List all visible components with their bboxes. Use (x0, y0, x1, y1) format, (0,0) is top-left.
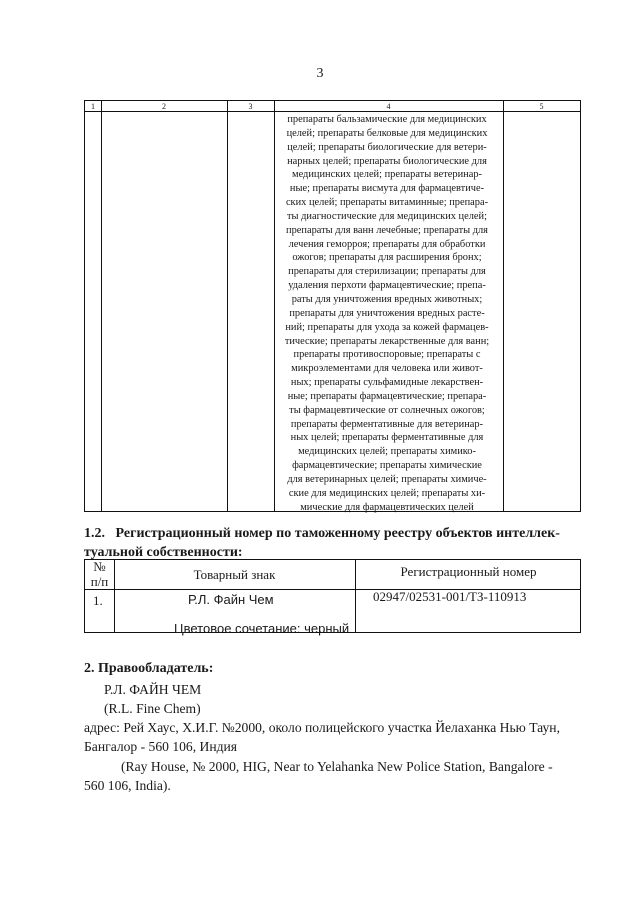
goods-line: лечения геморроя; препараты для обработки (288, 238, 486, 250)
registration-number: 02947/02531-001/ТЗ-110913 (373, 589, 527, 604)
goods-line: микроэлементами для человека или живот- (291, 363, 483, 375)
trademark-name: Р.Л. Файн Чем (188, 592, 274, 607)
goods-line: удаления перхоти фармацевтические; препа- (288, 280, 486, 292)
header-regnum: Регистрационный номер (400, 564, 537, 579)
row-number: 1. (93, 593, 103, 608)
header-num-symbol: № (93, 559, 106, 574)
goods-line: ские для медицинских целей; препараты хи- (288, 487, 486, 499)
section-1-2-heading (84, 524, 581, 562)
column-header-2: 2 (162, 102, 166, 111)
goods-line: ных целей; препараты ферментативные для (290, 432, 484, 444)
color-combination-note: Цветовое сочетание: черный (174, 621, 350, 636)
owner-name-en: (R.L. Fine Chem) (104, 701, 201, 716)
owner-address-ru-line1: адрес: Рей Хаус, Х.И.Г. №2000, около полицейского участка Йелаханка Нью Таун, (84, 720, 560, 735)
header-num-label: п/п (90, 574, 109, 589)
goods-line: тические; препараты лекарственные для ванн; (284, 335, 490, 347)
owner-address-en-line2: 560 106, India). (84, 778, 171, 793)
header-trademark: Товарный знак (193, 567, 276, 582)
section-number: 1.2. (84, 526, 105, 541)
goods-list-text (277, 113, 497, 514)
goods-line: ных; препараты сульфамидные лекарствен- (290, 377, 484, 389)
goods-line: целей; препараты биологические для ветери- (287, 141, 487, 153)
column-header-1: 1 (91, 102, 95, 111)
goods-line: для ветеринарных целей; препараты химиче- (287, 473, 487, 485)
goods-line: ты фармацевтические от солнечных ожогов; (289, 404, 485, 416)
header-num (85, 559, 114, 589)
goods-line: препараты бальзамические для медицинских (287, 114, 487, 125)
goods-line: медицинских целей; препараты ветеринар- (292, 169, 482, 181)
goods-line: ные; препараты висмута для фармацевтиче- (289, 183, 485, 195)
goods-line: целей; препараты белковые для медицинских (286, 127, 488, 139)
column-divider (503, 101, 504, 511)
owner-address-en-line1: (Ray House, № 2000, HIG, Near to Yelahanka New Police Station, Bangalore - (121, 759, 553, 774)
section-title-line1: Регистрационный номер по таможенному реестру объектов интеллек- (115, 526, 560, 541)
goods-line: фармацевтические; препараты химические (292, 460, 482, 472)
goods-line: препараты для уничтожения вредных расте- (289, 307, 485, 319)
owner-address-ru-line2: Бангалор - 560 106, Индия (84, 739, 238, 754)
header-divider (85, 111, 580, 112)
page-number: 3 (316, 66, 324, 81)
goods-line: препараты противоспоровые; препараты с (293, 349, 481, 361)
goods-line: препараты для стерилизации; препараты для (288, 266, 486, 278)
goods-line: препараты ферментативные для ветеринар- (290, 418, 484, 430)
goods-line: медицинских целей; препараты химико- (298, 446, 476, 458)
column-divider (227, 101, 228, 511)
goods-line: ских целей; препараты витаминные; препара- (285, 197, 489, 209)
table-top-border (85, 559, 580, 560)
goods-line: ные; препараты фармацевтические; препара- (287, 390, 487, 402)
column-header-5: 5 (539, 102, 544, 111)
column-header-4: 4 (386, 102, 391, 111)
section-title-line2: туальной собственности: (84, 545, 243, 560)
column-divider (101, 101, 102, 511)
goods-line: ты диагностические для медицинских целей; (287, 210, 487, 222)
owner-heading: 2. Правообладатель: (84, 661, 214, 676)
goods-line: ний; препараты для ухода за кожей фармацев- (285, 321, 489, 333)
column-divider (274, 101, 275, 511)
column-header-3: 3 (248, 102, 253, 111)
owner-name-ru: Р.Л. ФАЙН ЧЕМ (104, 682, 202, 697)
goods-line: раты для уничтожения вредных животных; (291, 293, 483, 305)
goods-line: ожогов; препараты для расширения бронх; (292, 252, 482, 264)
goods-line: препараты для ванн лечебные; препараты для (286, 224, 488, 236)
goods-table (84, 100, 581, 512)
goods-line: мические для фармацевтических целей (300, 501, 474, 513)
goods-line: нарных целей; препараты биологические для (287, 155, 487, 167)
registration-table (84, 559, 581, 636)
